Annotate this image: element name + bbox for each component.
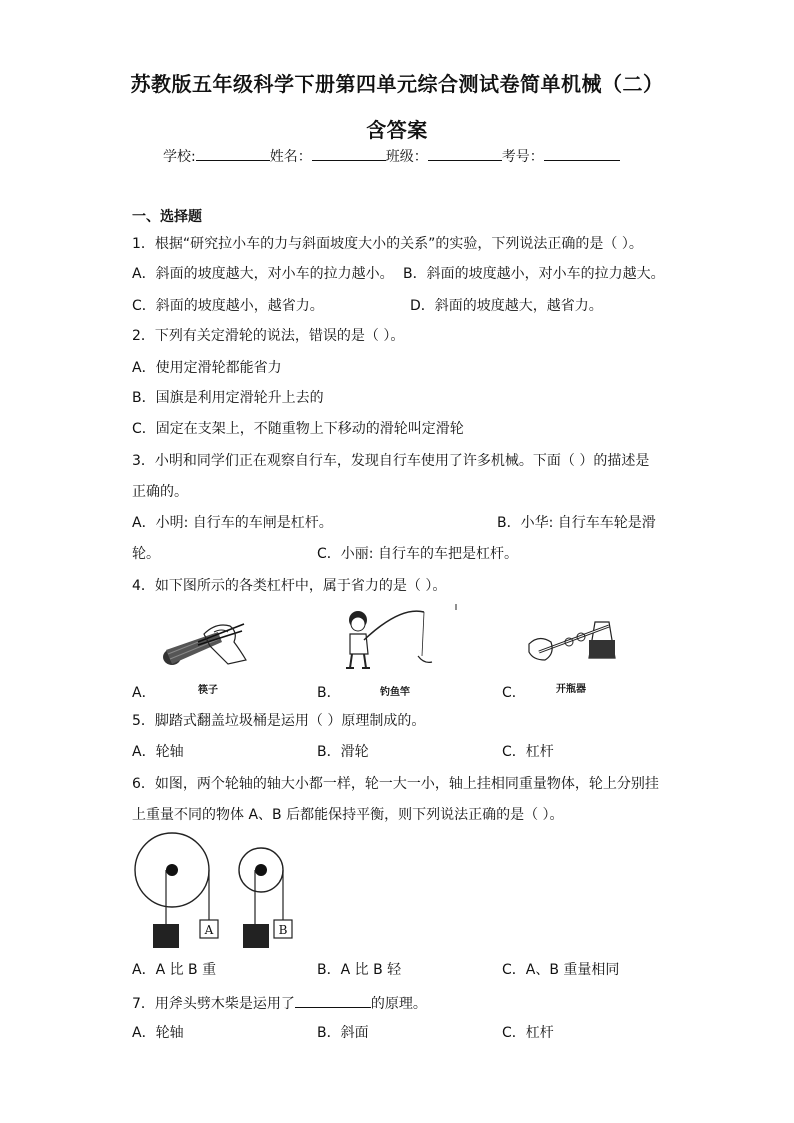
bottle-opener-image bbox=[525, 614, 617, 676]
q7-option-a[interactable]: A．轮轴 bbox=[132, 1025, 184, 1041]
q7-blank[interactable] bbox=[295, 993, 371, 1008]
name-label: 姓名： bbox=[269, 149, 312, 165]
document-subtitle: 含答案 bbox=[366, 118, 428, 142]
chopsticks-image bbox=[158, 614, 248, 674]
box-label-a: A bbox=[204, 923, 214, 937]
q7-option-b[interactable]: B．斜面 bbox=[317, 1025, 369, 1041]
q6-option-b[interactable]: B．A 比 B 轻 bbox=[317, 962, 402, 978]
q6-option-a[interactable]: A．A 比 B 重 bbox=[132, 962, 217, 978]
q4-option-b[interactable]: B． bbox=[317, 685, 341, 701]
q4-caption-a: 筷子 bbox=[198, 685, 218, 696]
q2-option-c[interactable]: C．固定在支架上，不随重物上下移动的滑轮叫定滑轮 bbox=[132, 421, 464, 437]
q2-stem: 2．下列有关定滑轮的说法，错误的是（ ）。 bbox=[132, 328, 405, 344]
q5-option-a[interactable]: A．轮轴 bbox=[132, 744, 184, 760]
q3-option-c[interactable]: C．小丽: 自行车的车把是杠杆。 bbox=[317, 546, 518, 562]
q4-option-a[interactable]: A． bbox=[132, 685, 156, 701]
number-blank[interactable] bbox=[544, 146, 620, 161]
q3-stem-line1: 3．小明和同学们正在观察自行车，发现自行车使用了许多机械。下面（ ）的描述是 bbox=[132, 453, 650, 469]
box-label-b: B bbox=[278, 923, 288, 937]
q4-caption-b: 钓鱼竿 bbox=[380, 687, 410, 698]
q1-option-b[interactable]: B．斜面的坡度越小，对小车的拉力越大。 bbox=[403, 266, 665, 282]
q1-option-d[interactable]: D．斜面的坡度越大，越省力。 bbox=[410, 298, 603, 314]
info-line bbox=[163, 146, 620, 165]
q4-caption-c: 开瓶器 bbox=[556, 684, 586, 695]
q4-stem: 4．如下图所示的各类杠杆中，属于省力的是（ ）。 bbox=[132, 578, 447, 594]
q6-stem-line1: 6．如图，两个轮轴的轴大小都一样，轮一大一小，轴上挂相同重量物体，轮上分别挂 bbox=[132, 776, 659, 792]
q5-stem: 5．脚踏式翻盖垃圾桶是运用（ ）原理制成的。 bbox=[132, 713, 426, 729]
q3-option-b[interactable]: B．小华: 自行车车轮是滑 bbox=[497, 515, 656, 531]
q7-option-c[interactable]: C．杠杆 bbox=[502, 1025, 554, 1041]
number-label: 考号： bbox=[501, 149, 544, 165]
wheel-axle-diagram bbox=[134, 832, 300, 950]
q7-stem bbox=[132, 993, 427, 1012]
q1-option-a[interactable]: A．斜面的坡度越大，对小车的拉力越小。 bbox=[132, 266, 394, 282]
q2-option-b[interactable]: B．国旗是利用定滑轮升上去的 bbox=[132, 390, 324, 406]
document-title: 苏教版五年级科学下册第四单元综合测试卷简单机械（二） bbox=[130, 72, 664, 96]
q5-option-c[interactable]: C．杠杆 bbox=[502, 744, 554, 760]
school-label: 学校: bbox=[163, 149, 196, 165]
q5-option-b[interactable]: B．滑轮 bbox=[317, 744, 369, 760]
q1-stem: 1．根据“研究拉小车的力与斜面坡度大小的关系”的实验，下列说法正确的是（ ）。 bbox=[132, 236, 643, 252]
fishing-rod-image bbox=[340, 604, 462, 678]
q6-option-c[interactable]: C．A、B 重量相同 bbox=[502, 962, 620, 978]
class-blank[interactable] bbox=[428, 146, 502, 161]
school-blank[interactable] bbox=[196, 146, 270, 161]
q7-stem-post: 的原理。 bbox=[370, 996, 427, 1012]
q3-option-b-cont: 轮。 bbox=[132, 546, 160, 562]
q4-option-c[interactable]: C． bbox=[502, 685, 526, 701]
section-heading: 一、选择题 bbox=[132, 209, 202, 225]
class-label: 班级： bbox=[385, 149, 428, 165]
name-blank[interactable] bbox=[312, 146, 386, 161]
q7-stem-pre: 7．用斧头劈木柴是运用了 bbox=[132, 996, 295, 1012]
q2-option-a[interactable]: A．使用定滑轮都能省力 bbox=[132, 360, 282, 376]
q6-stem-line2: 上重量不同的物体 A、B 后都能保持平衡，则下列说法正确的是（ ）。 bbox=[132, 807, 564, 823]
q3-stem-line2: 正确的。 bbox=[132, 484, 188, 500]
q3-option-a[interactable]: A．小明: 自行车的车闸是杠杆。 bbox=[132, 515, 333, 531]
q1-option-c[interactable]: C．斜面的坡度越小，越省力。 bbox=[132, 298, 324, 314]
